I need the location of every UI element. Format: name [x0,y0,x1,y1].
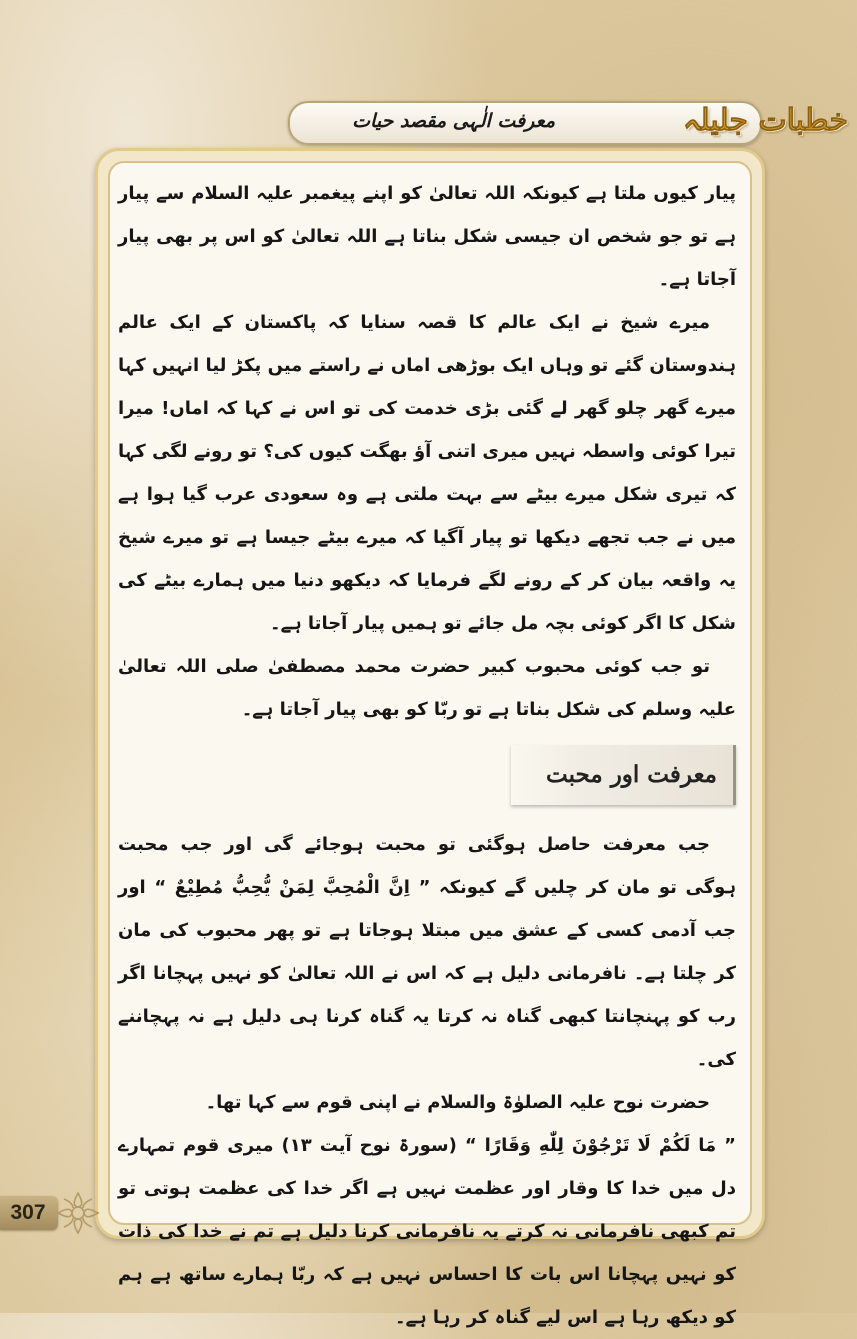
paragraph: تو جب کوئی محبوب کبیر حضرت محمد مصطفیٰ صلی اللہ تعالیٰ علیہ وسلم کی شکل بناتا ہے تو ربّا کو بھی پیار آجاتا ہے۔ [118,656,736,720]
paragraph: جب معرفت حاصل ہوگئی تو محبت ہوجائے گی اور جب محبت ہوگی تو مان کر چلیں گے کیونکہ ” اِنَّ الْمُحِبَّ لِمَنْ یُّحِبُّ مُطِیْعٌ “ اور جب آدمی کسی کے عشق میں مبتلا ہوجاتا ہے تو پھر محبوب کی مان کر چلتا ہے۔ نافرمانی دلیل ہے کہ اس نے اللہ تعالیٰ کو نہیں پہچانا اگر رب کو پہنچانتا کبھی گناہ نہ کرتا یہ گناہ کرنا ہی دلیل ہے نہ پہچاننے کی۔ [118,834,736,1070]
floral-ornament-icon [55,1190,101,1236]
paragraph: حضرت نوح علیہ الصلوٰۃ والسلام نے اپنی قوم سے کہا تھا۔ [205,1092,710,1113]
page-title: معرفت الٰہی مقصد حیات [352,110,555,132]
paragraph: پیار کیوں ملتا ہے کیونکہ اللہ تعالیٰ کو اپنے پیغمبر علیہ السلام سے پیار ہے تو جو شخص ان جیسی شکل بناتا ہے اللہ تعالیٰ کو اس پر بھی پیار آجاتا ہے۔ [118,183,736,290]
paragraph: ” مَا لَكُمْ لَا تَرْجُوْنَ لِلّٰهِ وَقَارًا “ (سورۃ نوح آیت ۱۳) میری قوم تمہارے دل میں خدا کا وقار اور عظمت نہیں ہے اگر خدا کی عظمت ہوتی تو تم کبھی نافرمانی نہ کرتے یہ نافرمانی کرنا دلیل ہے تم نے خدا کی ذات کو نہیں پہچانا اس بات کا احساس نہیں ہے کہ ربّا ہمارے ساتھ ہے ہم کو دیکھ رہا ہے اس لیے گناہ کر رہا ہے۔ [118,1135,736,1328]
page-body [118,172,736,1339]
book-title-logo: خطبات جلیلہ [682,103,848,138]
page-number: 307 [10,1201,46,1224]
paragraph: میرے شیخ نے ایک عالم کا قصہ سنایا کہ پاکستان کے ایک عالم ہندوستان گئے تو وہاں ایک بوڑھی اماں نے راستے میں پکڑ لیا انہیں کہا میرے گھر چلو گھر لے گئی بڑی خدمت کی تو اس نے کہا کہ اماں! میرا تیرا کوئی واسطہ نہیں میری اتنی آؤ بھگت کیوں کی؟ تو رونے لگی کہا کہ تیری شکل میرے بیٹے سے بہت ملتی ہے وہ سعودی عرب گیا ہوا ہے میں نے جب تجھے دیکھا تو پیار آگیا کہ میرے بیٹے جیسا ہے تو میرے شیخ یہ واقعہ بیان کر کے رونے لگے فرمایا کہ دیکھو دنیا میں ہمارے بیٹے کی شکل کا اگر کوئی بچہ مل جائے تو ہمیں پیار آجاتا ہے۔ [118,312,736,634]
section-heading-container [118,741,736,811]
section-heading: معرفت اور محبت [511,745,736,805]
